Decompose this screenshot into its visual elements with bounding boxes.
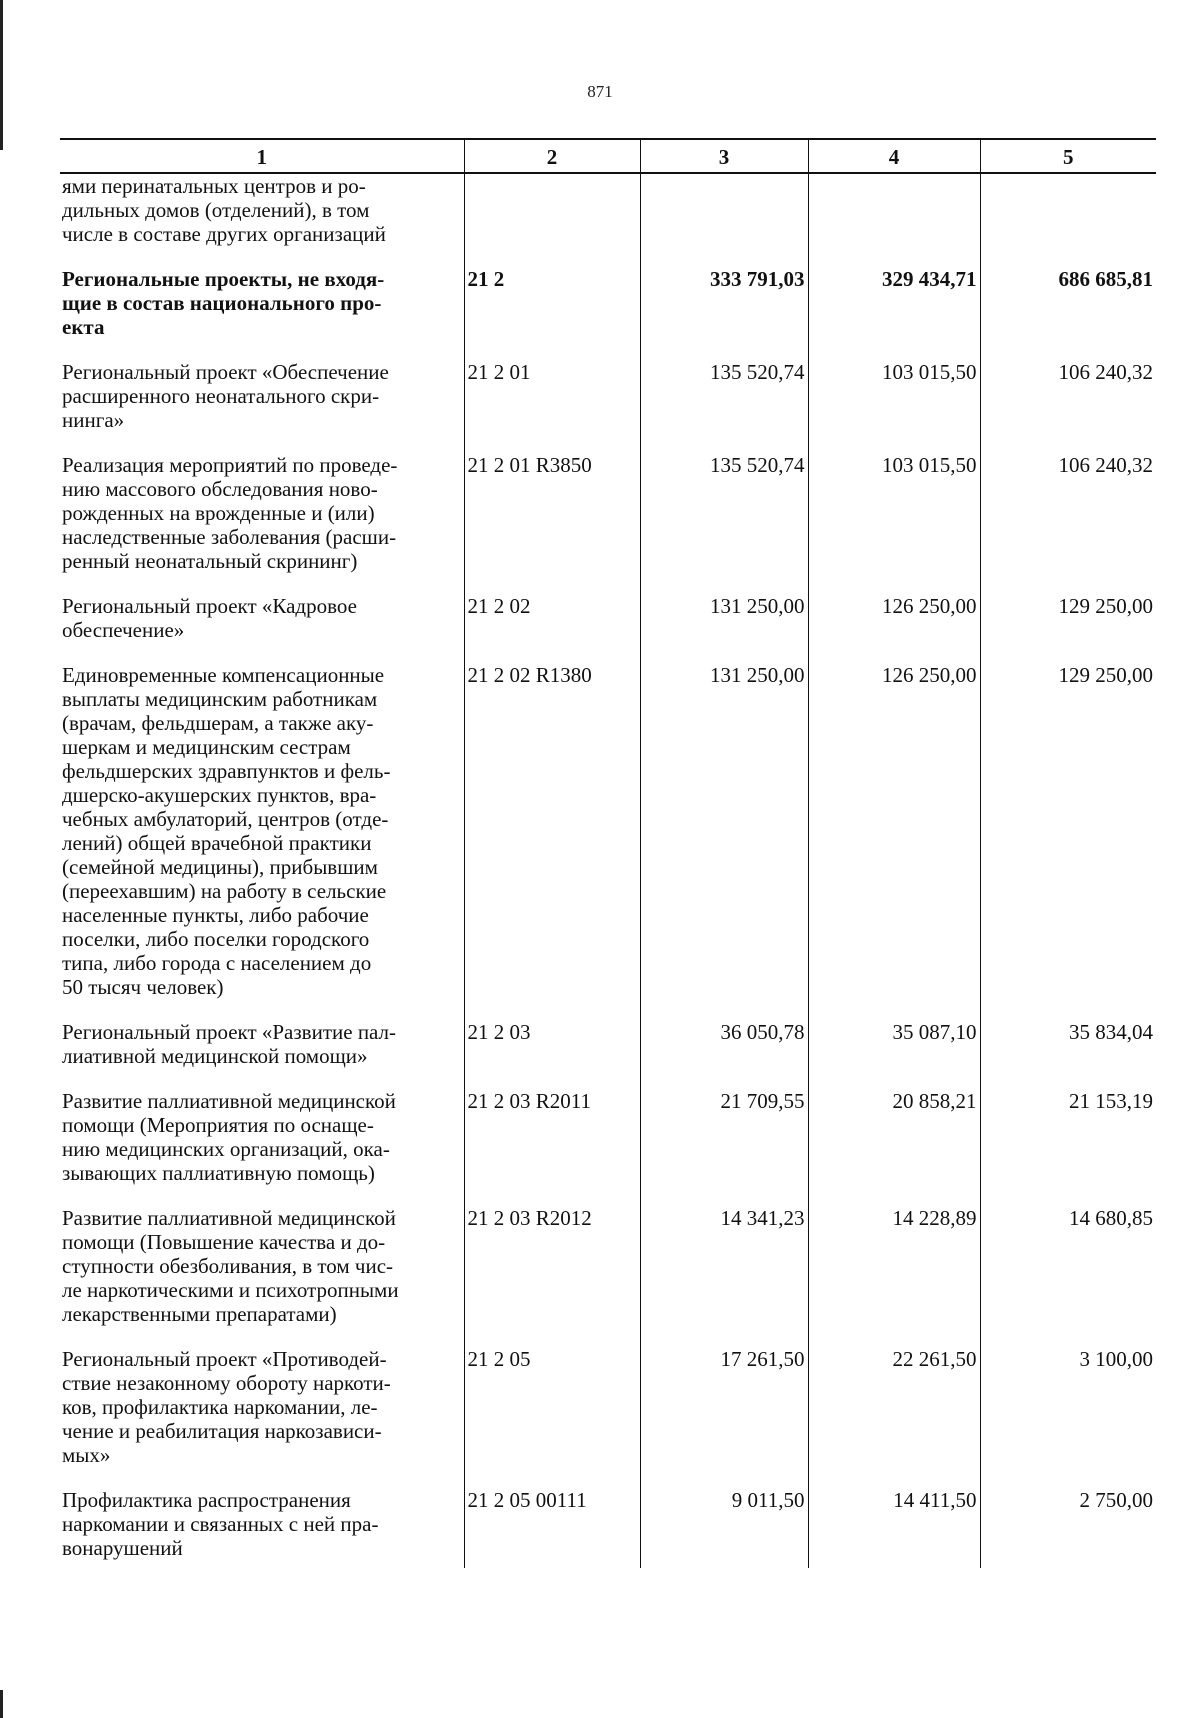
row-value-col3: 9 011,50 xyxy=(640,1488,808,1568)
row-name: ями перинатальных центров и ро- дильных домов (отделений), в том числе в составе других организаций xyxy=(62,174,386,246)
row-value-col3: 17 261,50 xyxy=(640,1347,808,1488)
row-value-col5: 129 250,00 xyxy=(980,663,1156,1020)
row-name: Профилактика распространения наркомании и связанных с ней пра- вонарушений xyxy=(62,1488,379,1560)
budget-table xyxy=(60,138,1156,1568)
row-code: 21 2 05 00111 xyxy=(464,1488,640,1568)
row-value-col4: 103 015,50 xyxy=(808,360,980,453)
row-name: Региональный проект «Обеспечение расширенного неонатального скри- нинга» xyxy=(62,360,389,432)
header-col-4: 4 xyxy=(808,139,980,173)
table-row xyxy=(60,453,1156,594)
row-value-col3: 131 250,00 xyxy=(640,663,808,1020)
table-row xyxy=(60,663,1156,1020)
row-code: 21 2 03 R2011 xyxy=(464,1089,640,1206)
row-name: Региональные проекты, не входя- щие в состав национального про- екта xyxy=(62,267,385,339)
header-row xyxy=(60,139,1156,173)
row-value-col3: 135 520,74 xyxy=(640,360,808,453)
row-value-col4: 35 087,10 xyxy=(808,1020,980,1089)
row-value-col5: 35 834,04 xyxy=(980,1020,1156,1089)
row-value-col3: 14 341,23 xyxy=(640,1206,808,1347)
row-code: 21 2 02 R1380 xyxy=(464,663,640,1020)
row-name: Региональный проект «Развитие пал- лиативной медицинской помощи» xyxy=(62,1020,397,1068)
row-value-col3: 131 250,00 xyxy=(640,594,808,663)
row-name: Реализация мероприятий по проведе- нию массового обследования ново- рожденных на врожденные и (или) наследственные заболевания (расши- ренный неонатальный скрининг) xyxy=(62,453,398,573)
scan-edge-mark xyxy=(0,0,3,150)
row-name: Региональный проект «Противодей- ствие незаконному обороту наркоти- ков, профилактика наркомании, ле- чение и реабилитация наркозависи- мых» xyxy=(62,1347,391,1467)
row-value-col4: 126 250,00 xyxy=(808,663,980,1020)
row-value-col3 xyxy=(640,173,808,267)
scan-edge-mark-bottom xyxy=(0,1690,3,1718)
row-value-col4: 126 250,00 xyxy=(808,594,980,663)
header-col-2: 2 xyxy=(464,139,640,173)
row-value-col3: 36 050,78 xyxy=(640,1020,808,1089)
row-code: 21 2 03 R2012 xyxy=(464,1206,640,1347)
table-row xyxy=(60,1020,1156,1089)
row-value-col5: 106 240,32 xyxy=(980,360,1156,453)
table-row xyxy=(60,1347,1156,1488)
row-code: 21 2 03 xyxy=(464,1020,640,1089)
row-value-col4: 14 228,89 xyxy=(808,1206,980,1347)
row-value-col5: 2 750,00 xyxy=(980,1488,1156,1568)
row-value-col5 xyxy=(980,173,1156,267)
header-col-5: 5 xyxy=(980,139,1156,173)
row-code: 21 2 05 xyxy=(464,1347,640,1488)
row-code: 21 2 02 xyxy=(464,594,640,663)
table-row xyxy=(60,267,1156,360)
table-row xyxy=(60,173,1156,267)
row-value-col4: 103 015,50 xyxy=(808,453,980,594)
table-row xyxy=(60,594,1156,663)
row-code: 21 2 01 R3850 xyxy=(464,453,640,594)
table-row xyxy=(60,1206,1156,1347)
table-header xyxy=(60,139,1156,173)
row-value-col3: 333 791,03 xyxy=(640,267,808,360)
table-body xyxy=(60,173,1156,1568)
row-value-col3: 21 709,55 xyxy=(640,1089,808,1206)
row-value-col5: 129 250,00 xyxy=(980,594,1156,663)
row-value-col4: 329 434,71 xyxy=(808,267,980,360)
row-value-col5: 106 240,32 xyxy=(980,453,1156,594)
row-name: Единовременные компенсационные выплаты медицинским работникам (врачам, фельдшерам, а также аку- шеркам и медицинским сестрам фельдшерских здравпунктов и фель- дшерско-акушерских пунктов, вра- чебных амбулаторий, центров (отде- лений) общей врачебной практики (семейной медицины), прибывшим (переехавшим) на работу в сельские населенные пункты, либо рабочие поселки, либо поселки городского типа, либо города с населением до 50 тысяч человек) xyxy=(62,663,391,999)
row-name: Региональный проект «Кадровое обеспечение» xyxy=(62,594,357,642)
row-code: 21 2 xyxy=(464,267,640,360)
table-row xyxy=(60,1488,1156,1568)
row-code: 21 2 01 xyxy=(464,360,640,453)
row-value-col5: 14 680,85 xyxy=(980,1206,1156,1347)
row-name: Развитие паллиативной медицинской помощи (Мероприятия по оснаще- нию медицинских организаций, ока- зывающих паллиативную помощь) xyxy=(62,1089,396,1185)
row-code xyxy=(464,173,640,267)
table-row xyxy=(60,1089,1156,1206)
page-number: 871 xyxy=(587,82,613,101)
header-col-3: 3 xyxy=(640,139,808,173)
row-value-col4: 22 261,50 xyxy=(808,1347,980,1488)
row-value-col4: 20 858,21 xyxy=(808,1089,980,1206)
row-value-col4 xyxy=(808,173,980,267)
header-col-1: 1 xyxy=(60,139,464,173)
row-value-col4: 14 411,50 xyxy=(808,1488,980,1568)
table-row xyxy=(60,360,1156,453)
row-value-col5: 686 685,81 xyxy=(980,267,1156,360)
row-name: Развитие паллиативной медицинской помощи (Повышение качества и до- ступности обезболивания, в том чис- ле наркотическими и психотропными лекарственными препаратами) xyxy=(62,1206,399,1326)
row-value-col5: 21 153,19 xyxy=(980,1089,1156,1206)
row-value-col5: 3 100,00 xyxy=(980,1347,1156,1488)
row-value-col3: 135 520,74 xyxy=(640,453,808,594)
